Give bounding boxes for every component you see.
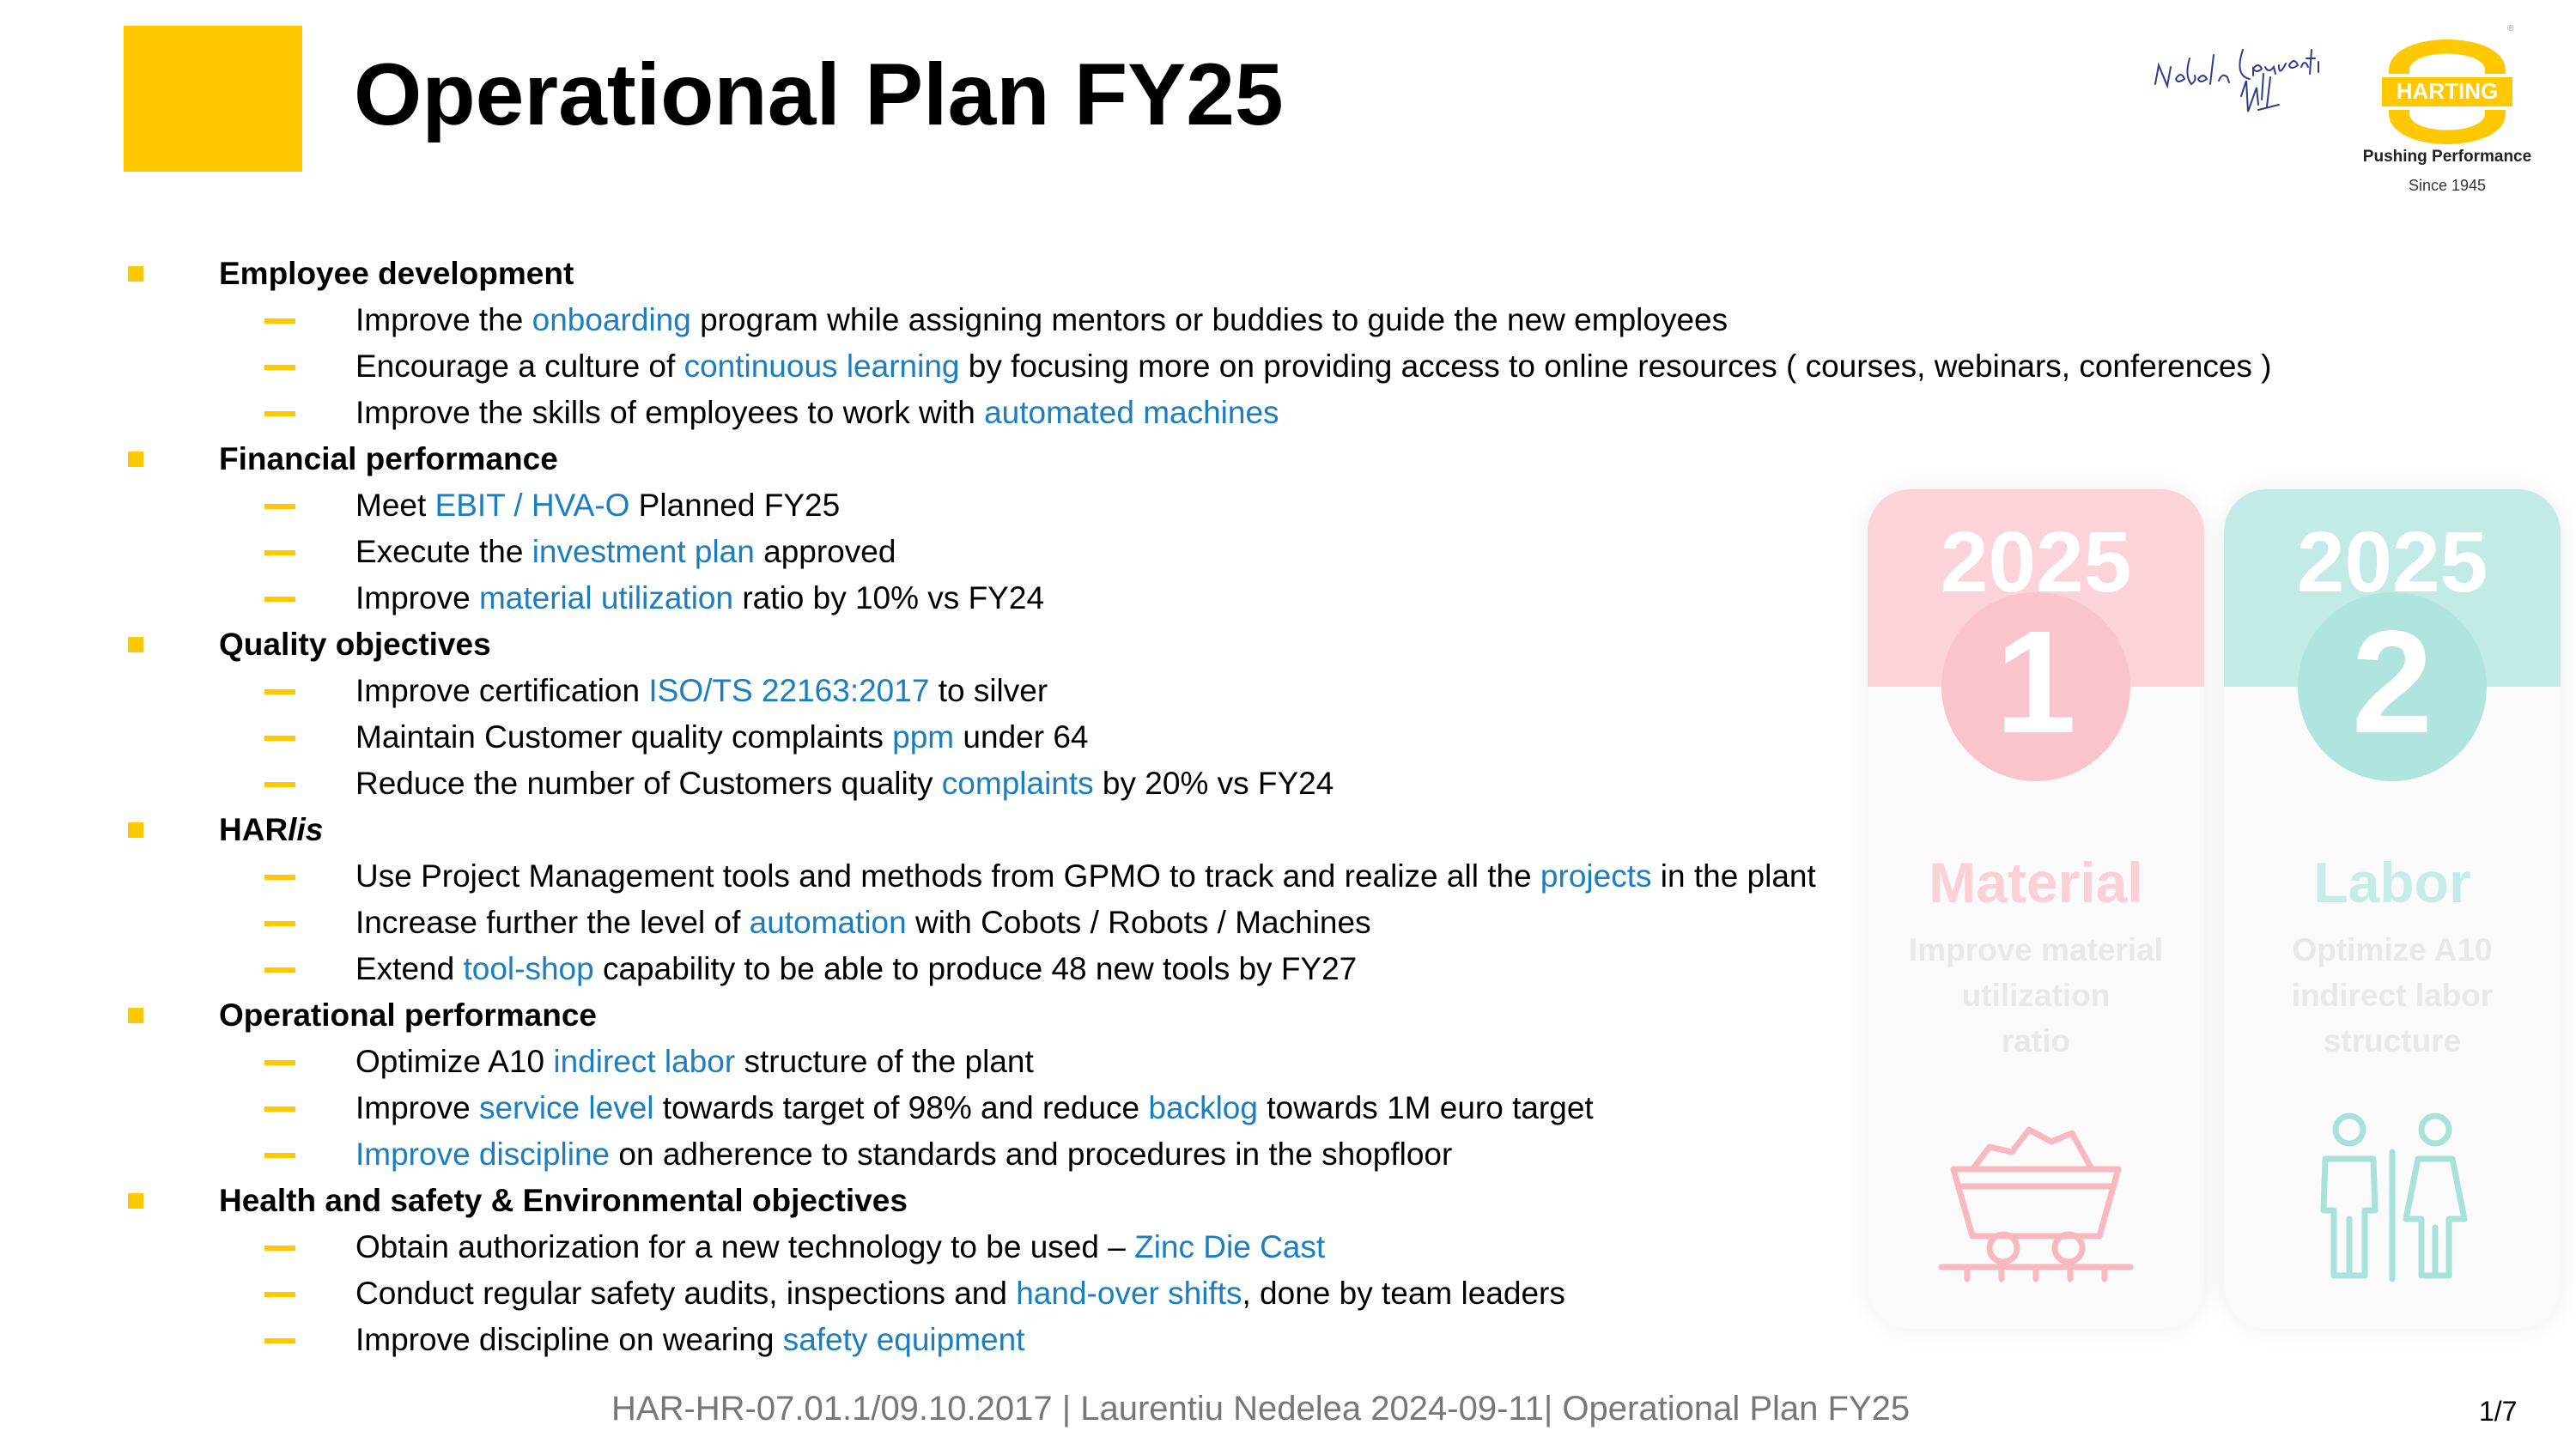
heading-main: Quality objectives <box>219 627 491 662</box>
list-item-text <box>355 1085 1594 1131</box>
objective-card <box>2224 489 2561 1329</box>
list-item <box>0 575 1923 621</box>
text-segment: Improve the skills of employees to work with <box>355 395 985 430</box>
dash-bullet-icon <box>264 411 295 416</box>
list-item <box>0 343 2272 390</box>
dash-bullet-icon <box>264 318 295 324</box>
list-item <box>0 482 1923 529</box>
brand-tagline: Pushing Performance <box>2362 148 2532 166</box>
highlight-keyword: safety equipment <box>782 1322 1025 1357</box>
section-heading-text <box>219 251 574 297</box>
text-segment: Improve <box>355 1090 479 1125</box>
card-description-line: Optimize A10 <box>2292 932 2493 967</box>
section-heading <box>0 621 1923 668</box>
highlight-keyword: service level <box>478 1090 654 1125</box>
square-bullet-icon <box>128 1008 143 1023</box>
list-item-text <box>355 343 2272 390</box>
card-description-line: structure <box>2323 1023 2462 1058</box>
list-item <box>0 1039 1923 1085</box>
list-item-text <box>355 1270 1565 1317</box>
mine-cart-icon <box>1933 1107 2139 1288</box>
signature-image <box>2147 24 2329 144</box>
text-segment: with Cobots / Robots / Machines <box>906 905 1371 940</box>
highlight-keyword: continuous learning <box>683 349 960 384</box>
card-description-line: indirect labor <box>2291 978 2494 1013</box>
highlight-keyword: Improve discipline <box>355 1137 611 1172</box>
heading-italic: lis <box>288 812 324 847</box>
highlight-keyword: hand-over shifts <box>1016 1276 1242 1311</box>
svg-text:HARTING: HARTING <box>2396 78 2499 104</box>
dash-bullet-icon <box>264 504 295 509</box>
text-segment: by focusing more on providing access to online resources ( courses, webinars, conferences ) <box>959 349 2272 384</box>
list-item <box>0 529 1923 575</box>
list-item <box>0 1270 1923 1317</box>
section-heading-text <box>219 807 323 853</box>
dash-bullet-icon <box>264 1153 295 1158</box>
square-bullet-icon <box>128 452 143 467</box>
highlight-keyword: projects <box>1540 858 1652 894</box>
heading-main: Health and safety & Environmental objectives <box>219 1183 908 1218</box>
dash-bullet-icon <box>264 875 295 880</box>
highlight-keyword: automated machines <box>984 395 1279 430</box>
list-item-text <box>355 1039 1034 1085</box>
text-segment: Planned FY25 <box>629 488 841 523</box>
title-accent-square <box>124 26 302 172</box>
text-segment: Improve certification <box>355 673 649 708</box>
dash-bullet-icon <box>264 967 295 973</box>
highlight-keyword: ppm <box>892 719 955 755</box>
highlight-keyword: Zinc Die Cast <box>1134 1229 1326 1264</box>
card-number: 1 <box>1995 601 2077 764</box>
heading-main: HAR <box>219 812 289 847</box>
list-item-text <box>355 575 1044 621</box>
list-item <box>0 390 1923 436</box>
section-heading-text <box>219 436 558 482</box>
section-heading-text <box>219 1178 908 1224</box>
text-segment: Increase further the level of <box>355 905 750 940</box>
highlight-keyword: tool-shop <box>463 951 594 986</box>
text-segment: in the plant <box>1651 858 1816 894</box>
card-description <box>1902 927 2170 1064</box>
square-bullet-icon <box>128 266 143 282</box>
list-item-text <box>355 297 1728 343</box>
square-bullet-icon <box>128 1193 143 1209</box>
square-bullet-icon <box>128 637 143 652</box>
highlight-keyword: investment plan <box>532 534 755 569</box>
heading-main: Employee development <box>219 256 574 291</box>
card-number-badge <box>1941 592 2130 781</box>
highlight-keyword: EBIT / HVA-O <box>434 488 630 523</box>
list-item-text <box>355 482 840 529</box>
text-segment: Optimize A10 <box>355 1044 554 1079</box>
list-item-text <box>355 714 1089 761</box>
list-item <box>0 1131 1923 1178</box>
text-segment: Execute the <box>355 534 532 569</box>
text-segment: capability to be able to produce 48 new tools by FY27 <box>593 951 1358 986</box>
text-segment: to silver <box>929 673 1048 708</box>
text-segment: Meet <box>355 488 435 523</box>
list-item <box>0 946 1923 992</box>
heading-main: Financial performance <box>219 441 558 476</box>
dash-bullet-icon <box>264 1246 295 1251</box>
list-item-text <box>355 1131 1452 1178</box>
people-icon <box>2289 1107 2495 1288</box>
harting-logo <box>2379 19 2516 165</box>
list-item-text <box>355 853 1816 900</box>
square-bullet-icon <box>128 822 143 838</box>
dash-bullet-icon <box>264 1106 295 1112</box>
dash-bullet-icon <box>264 1292 295 1297</box>
dash-bullet-icon <box>264 365 295 370</box>
card-description <box>2258 927 2526 1064</box>
text-segment: Obtain authorization for a new technology to be used – <box>355 1229 1135 1264</box>
brand-since: Since 1945 <box>2408 177 2487 194</box>
text-segment: on adherence to standards and procedures in the shopfloor <box>610 1137 1453 1172</box>
text-segment: under 64 <box>954 719 1089 755</box>
text-segment: Improve <box>355 580 479 615</box>
text-segment: structure of the plant <box>735 1044 1034 1079</box>
text-segment: , done by team leaders <box>1242 1276 1565 1311</box>
highlight-keyword: automation <box>749 905 907 940</box>
list-item-text <box>355 529 896 575</box>
list-item <box>0 853 1923 900</box>
list-item <box>0 761 1923 807</box>
section-heading <box>0 251 1923 297</box>
dash-bullet-icon <box>264 736 295 741</box>
highlight-keyword: backlog <box>1148 1090 1258 1125</box>
list-item-text <box>355 761 1334 807</box>
list-item <box>0 668 1923 714</box>
text-segment: Conduct regular safety audits, inspections and <box>355 1276 1017 1311</box>
card-description-line: ratio <box>2001 1023 2071 1058</box>
text-segment: Extend <box>355 951 464 986</box>
text-segment: by 20% vs FY24 <box>1093 766 1334 801</box>
card-year: 2025 <box>1940 514 2132 610</box>
list-item <box>0 900 1923 946</box>
section-heading-text <box>219 621 491 668</box>
card-year: 2025 <box>2296 514 2488 610</box>
svg-text:®: ® <box>2507 24 2514 33</box>
card-label: Material <box>1929 851 2143 914</box>
page-title: Operational Plan FY25 <box>354 45 1284 143</box>
text-segment: Maintain Customer quality complaints <box>355 719 893 755</box>
dash-bullet-icon <box>264 921 295 926</box>
page-number: 1/7 <box>2479 1396 2518 1427</box>
text-segment: approved <box>754 534 896 569</box>
text-segment: Reduce the number of Customers quality <box>355 766 942 801</box>
list-item-text <box>355 1317 1025 1363</box>
list-item <box>0 1224 1923 1270</box>
highlight-keyword: indirect labor <box>553 1044 736 1079</box>
dash-bullet-icon <box>264 689 295 694</box>
card-number: 2 <box>2351 601 2433 764</box>
list-item <box>0 297 1923 343</box>
heading-main: Operational performance <box>219 997 598 1033</box>
section-heading <box>0 436 1923 482</box>
text-segment: Improve discipline on wearing <box>355 1322 783 1357</box>
text-segment: towards 1M euro target <box>1257 1090 1594 1125</box>
list-item <box>0 1317 1923 1363</box>
dash-bullet-icon <box>264 782 295 787</box>
list-item-text <box>355 946 1357 992</box>
list-item <box>0 714 1923 761</box>
dash-bullet-icon <box>264 550 295 555</box>
section-heading <box>0 992 1923 1039</box>
dash-bullet-icon <box>264 1060 295 1065</box>
highlight-keyword: ISO/TS 22163:2017 <box>648 673 930 708</box>
objective-card <box>1868 489 2204 1329</box>
list-item-text <box>355 900 1371 946</box>
card-description-line: Improve material <box>1908 932 2164 967</box>
dash-bullet-icon <box>264 597 295 602</box>
list-item-text <box>355 390 1279 436</box>
highlight-keyword: material utilization <box>478 580 734 615</box>
highlight-keyword: onboarding <box>532 302 691 337</box>
text-segment: ratio by 10% vs FY24 <box>733 580 1045 615</box>
text-segment: Encourage a culture of <box>355 349 684 384</box>
card-number-badge <box>2298 592 2487 781</box>
text-segment: Use Project Management tools and methods from GPMO to track and realize all the <box>355 858 1540 894</box>
text-segment: towards target of 98% and reduce <box>653 1090 1149 1125</box>
dash-bullet-icon <box>264 1338 295 1343</box>
section-heading-text <box>219 992 597 1039</box>
list-item <box>0 1085 1923 1131</box>
section-heading <box>0 807 1923 853</box>
footer-text: HAR-HR-07.01.1/09.10.2017 | Laurentiu Nedelea 2024-09-11| Operational Plan FY25 <box>611 1390 1911 1428</box>
section-heading <box>0 1178 1923 1224</box>
text-segment: Improve the <box>355 302 532 337</box>
card-description-line: utilization <box>1961 978 2111 1013</box>
card-label: Labor <box>2313 851 2471 914</box>
highlight-keyword: complaints <box>941 766 1094 801</box>
text-segment: program while assigning mentors or buddies to guide the new employees <box>690 302 1728 337</box>
list-item-text <box>355 668 1048 714</box>
list-item-text <box>355 1224 1325 1270</box>
